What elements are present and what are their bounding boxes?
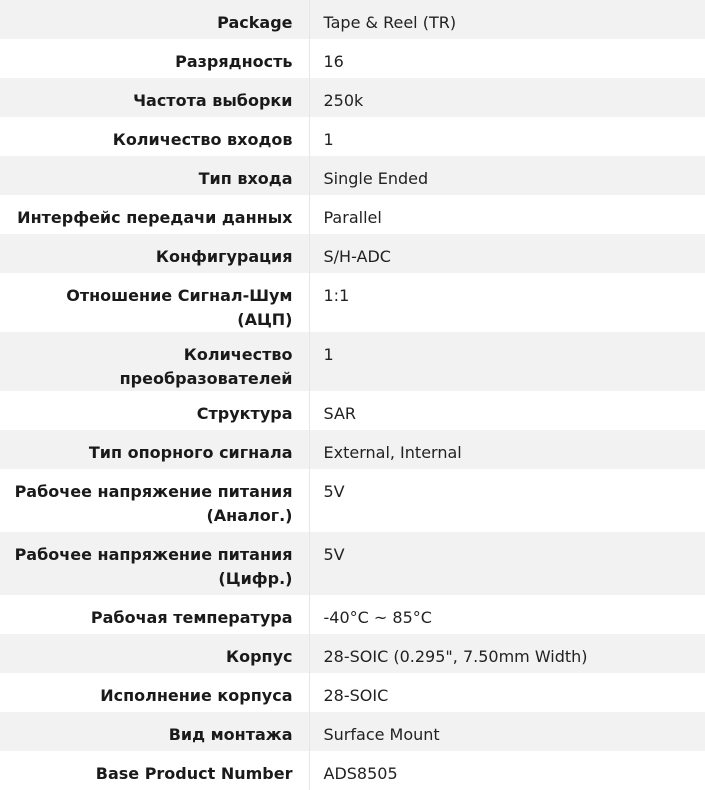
- spec-row-resolution: [0, 39, 705, 78]
- spec-value: 250k: [309, 78, 705, 117]
- spec-row-package-case: [0, 634, 705, 673]
- spec-row-analog-supply: [0, 469, 705, 532]
- spec-row-digital-supply: [0, 532, 705, 595]
- spec-label: Корпус: [0, 634, 309, 673]
- spec-label: Разрядность: [0, 39, 309, 78]
- spec-row-supplier-package: [0, 673, 705, 712]
- spec-label: Base Product Number: [0, 751, 309, 790]
- spec-row-input-type: [0, 156, 705, 195]
- spec-label: Вид монтажа: [0, 712, 309, 751]
- spec-value: External, Internal: [309, 430, 705, 469]
- spec-value: 1:1: [309, 273, 705, 332]
- spec-label: Количество преобразователей: [0, 332, 309, 391]
- spec-value: 28-SOIC: [309, 673, 705, 712]
- spec-row-operating-temp: [0, 595, 705, 634]
- spec-label: Рабочее напряжение питания (Цифр.): [0, 532, 309, 595]
- spec-value: 5V: [309, 469, 705, 532]
- spec-value: Parallel: [309, 195, 705, 234]
- spec-label: Конфигурация: [0, 234, 309, 273]
- spec-label: Исполнение корпуса: [0, 673, 309, 712]
- spec-row-converter-count: [0, 332, 705, 391]
- spec-label: Тип входа: [0, 156, 309, 195]
- spec-row-mounting-type: [0, 712, 705, 751]
- spec-value: Single Ended: [309, 156, 705, 195]
- spec-value: 16: [309, 39, 705, 78]
- spec-label: Интерфейс передачи данных: [0, 195, 309, 234]
- spec-value: 1: [309, 332, 705, 391]
- spec-row-reference-type: [0, 430, 705, 469]
- spec-value: SAR: [309, 391, 705, 430]
- spec-label: Количество входов: [0, 117, 309, 156]
- spec-value: 1: [309, 117, 705, 156]
- spec-label: Package: [0, 0, 309, 39]
- spec-value: S/H-ADC: [309, 234, 705, 273]
- spec-value: 5V: [309, 532, 705, 595]
- spec-label: Структура: [0, 391, 309, 430]
- spec-label: Отношение Сигнал-Шум (АЦП): [0, 273, 309, 332]
- spec-row-snr: [0, 273, 705, 332]
- spec-label: Тип опорного сигнала: [0, 430, 309, 469]
- spec-row-sampling-rate: [0, 78, 705, 117]
- spec-row-data-interface: [0, 195, 705, 234]
- spec-label: Рабочая температура: [0, 595, 309, 634]
- spec-value: ADS8505: [309, 751, 705, 790]
- spec-row-configuration: [0, 234, 705, 273]
- spec-value: 28-SOIC (0.295", 7.50mm Width): [309, 634, 705, 673]
- spec-label: Частота выборки: [0, 78, 309, 117]
- spec-row-input-count: [0, 117, 705, 156]
- spec-value: Surface Mount: [309, 712, 705, 751]
- spec-value: -40°C ~ 85°C: [309, 595, 705, 634]
- spec-value: Tape & Reel (TR): [309, 0, 705, 39]
- spec-row-architecture: [0, 391, 705, 430]
- spec-label: Рабочее напряжение питания (Аналог.): [0, 469, 309, 532]
- spec-row-base-product-number: [0, 751, 705, 790]
- spec-row-package: [0, 0, 705, 39]
